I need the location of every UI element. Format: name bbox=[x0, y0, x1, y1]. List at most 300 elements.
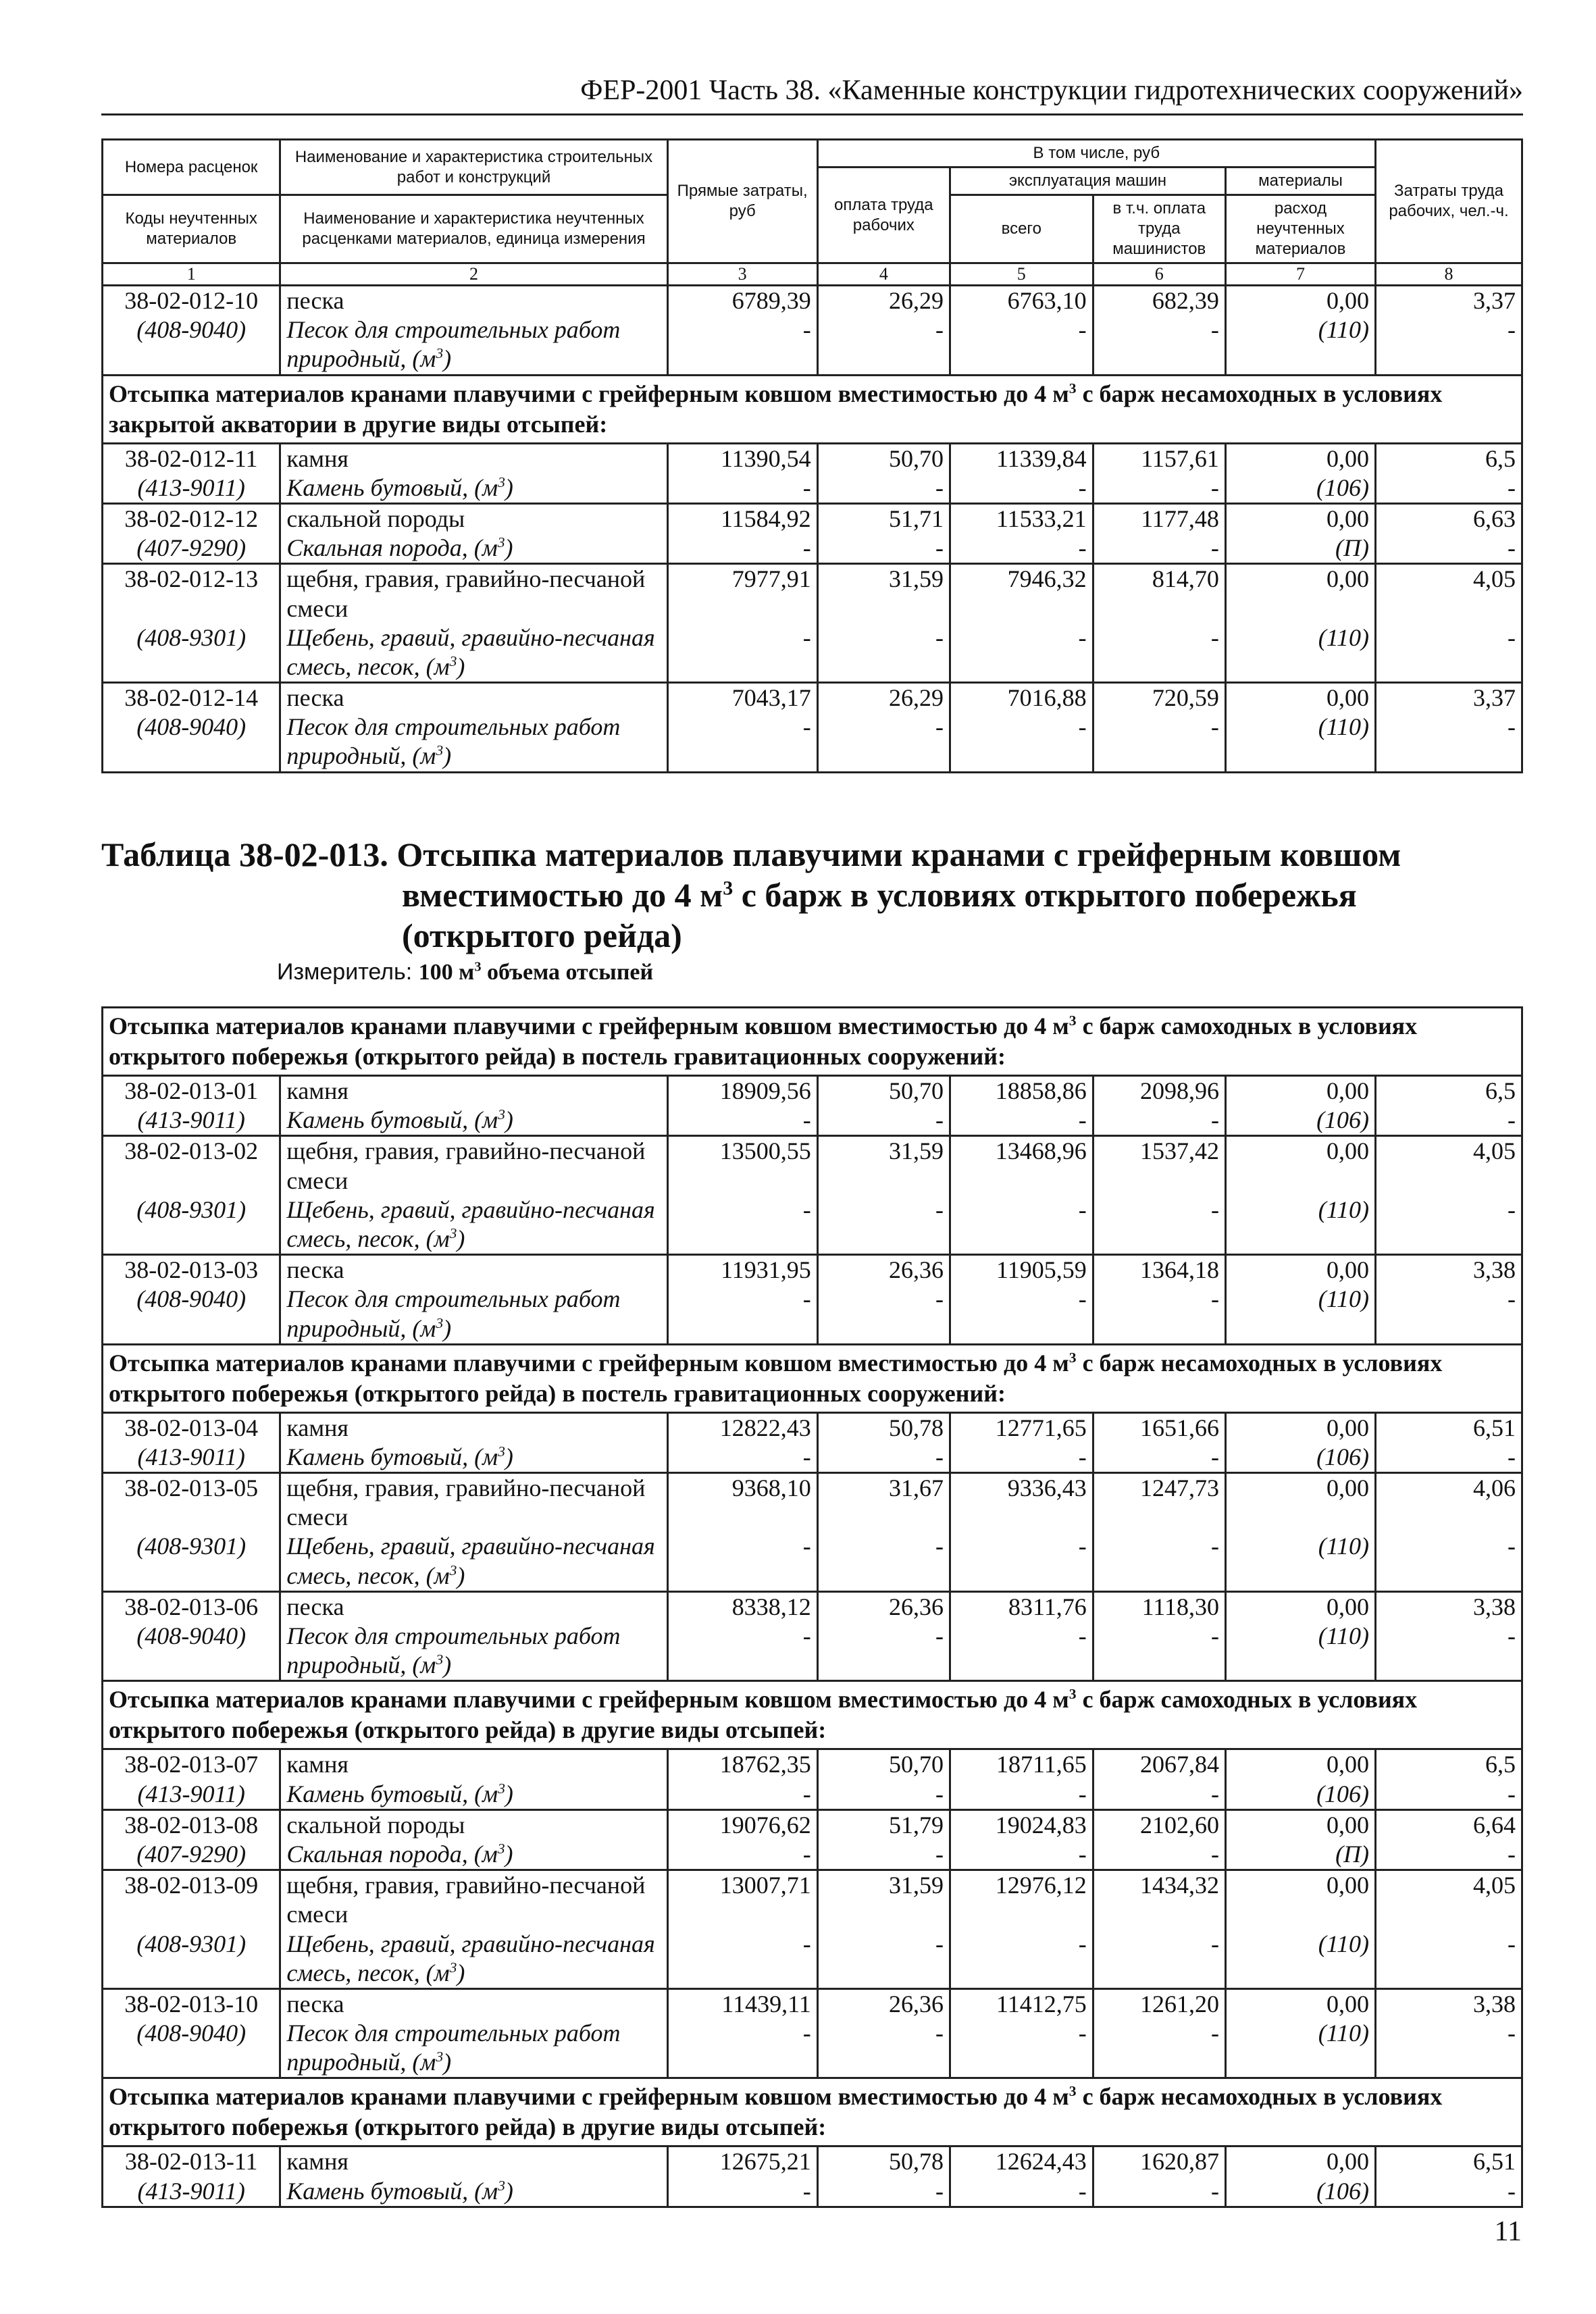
materials-cost: 0,00 bbox=[1225, 286, 1375, 316]
labor-hours: 3,38 bbox=[1376, 1591, 1522, 1622]
work-name: камня bbox=[280, 2146, 667, 2177]
work-name: скальной породы bbox=[280, 1809, 667, 1840]
dash-cell: - bbox=[1093, 1622, 1225, 1681]
material-code: (408-9040) bbox=[103, 1622, 280, 1681]
worker-pay: 51,71 bbox=[817, 503, 950, 534]
work-name: щебня, гравия, гравийно-песчаной смеси bbox=[280, 564, 667, 623]
machine-total: 12976,12 bbox=[950, 1870, 1093, 1930]
machine-total: 6763,10 bbox=[950, 286, 1093, 316]
labor-hours: 3,38 bbox=[1376, 1255, 1522, 1285]
material-quantity: (110) bbox=[1225, 1930, 1375, 1989]
work-name: песка bbox=[280, 1591, 667, 1622]
dash-cell: - bbox=[950, 1285, 1093, 1344]
work-name: щебня, гравия, гравийно-песчаной смеси bbox=[280, 1473, 667, 1533]
dash-cell: - bbox=[1376, 1285, 1522, 1344]
dash-cell: - bbox=[1093, 1532, 1225, 1591]
material-quantity: (110) bbox=[1225, 1285, 1375, 1344]
rate-code: 38-02-013-01 bbox=[103, 1076, 280, 1106]
worker-pay: 50,70 bbox=[817, 443, 950, 473]
dash-cell: - bbox=[817, 1840, 950, 1870]
operator-pay: 814,70 bbox=[1093, 564, 1225, 623]
direct-costs: 13500,55 bbox=[667, 1136, 817, 1195]
dash-cell: - bbox=[950, 1195, 1093, 1255]
material-code: (407-9290) bbox=[103, 1840, 280, 1870]
rate-row bbox=[103, 1749, 1522, 1780]
dash-cell: - bbox=[667, 1532, 817, 1591]
operator-pay: 2098,96 bbox=[1093, 1076, 1225, 1106]
dash-cell: - bbox=[667, 623, 817, 683]
dash-cell: - bbox=[1093, 713, 1225, 772]
direct-costs: 11931,95 bbox=[667, 1255, 817, 1285]
materials-cost: 0,00 bbox=[1225, 443, 1375, 473]
header-including: В том числе, руб bbox=[817, 140, 1375, 168]
material-row bbox=[103, 1443, 1522, 1473]
dash-cell: - bbox=[950, 713, 1093, 772]
material-name: Камень бутовый, $(м^3)$ bbox=[280, 1780, 667, 1810]
worker-pay: 31,59 bbox=[817, 564, 950, 623]
materials-cost: 0,00 bbox=[1225, 1412, 1375, 1443]
table-title bbox=[101, 834, 1523, 956]
materials-cost: 0,00 bbox=[1225, 1255, 1375, 1285]
header-labor-hours: Затраты труда рабочих, чел.-ч. bbox=[1376, 140, 1522, 263]
col-number: 8 bbox=[1376, 263, 1522, 286]
dash-cell: - bbox=[817, 315, 950, 375]
rate-code: 38-02-012-11 bbox=[103, 443, 280, 473]
work-name: щебня, гравия, гравийно-песчаной смеси bbox=[280, 1136, 667, 1195]
dash-cell: - bbox=[1376, 1195, 1522, 1255]
dash-cell: - bbox=[1093, 1930, 1225, 1989]
rate-code: 38-02-013-11 bbox=[103, 2146, 280, 2177]
section-row bbox=[103, 1008, 1522, 1076]
rate-row bbox=[103, 564, 1522, 623]
worker-pay: 26,36 bbox=[817, 1255, 950, 1285]
materials-cost: 0,00 bbox=[1225, 683, 1375, 713]
materials-cost: 0,00 bbox=[1225, 1988, 1375, 2019]
dash-cell: - bbox=[1093, 2019, 1225, 2078]
header-materials: материалы bbox=[1225, 168, 1375, 195]
material-name: Песок для строительных работ природный, $(м^3)$ bbox=[280, 1622, 667, 1681]
dash-cell: - bbox=[950, 2019, 1093, 2078]
dash-cell: - bbox=[1376, 1106, 1522, 1136]
material-code: (408-9301) bbox=[103, 1195, 280, 1255]
rate-code: 38-02-012-13 bbox=[103, 564, 280, 623]
material-quantity: (106) bbox=[1225, 1443, 1375, 1473]
work-name: камня bbox=[280, 1076, 667, 1106]
dash-cell: - bbox=[1376, 315, 1522, 375]
table-title-line-1: Таблица 38-02-013. Отсыпка материалов плавучими кранами с грейферным ковшом bbox=[101, 835, 1401, 873]
section-heading: Отсыпка материалов кранами плавучими с грейферным ковшом вместимостью до 4 $м^3$ с барж самоходных в условиях открытого побережья (открытого рейда) в другие виды отсыпей: bbox=[103, 1681, 1522, 1749]
dash-cell: - bbox=[950, 315, 1093, 375]
rate-row bbox=[103, 1412, 1522, 1443]
material-quantity: (110) bbox=[1225, 1532, 1375, 1591]
dash-cell: - bbox=[1376, 534, 1522, 564]
dash-cell: - bbox=[667, 2177, 817, 2207]
material-row bbox=[103, 2019, 1522, 2078]
dash-cell: - bbox=[1376, 1780, 1522, 1810]
material-row bbox=[103, 1285, 1522, 1344]
dash-cell: - bbox=[817, 1106, 950, 1136]
material-row bbox=[103, 1840, 1522, 1870]
worker-pay: 26,36 bbox=[817, 1988, 950, 2019]
dash-cell: - bbox=[817, 713, 950, 772]
material-name: Песок для строительных работ природный, $(м^3)$ bbox=[280, 1285, 667, 1344]
worker-pay: 50,78 bbox=[817, 1412, 950, 1443]
material-row bbox=[103, 473, 1522, 504]
header-material-consumption: расход неучтенных материалов bbox=[1225, 195, 1375, 263]
measurement-label: Измеритель: bbox=[277, 959, 413, 985]
material-quantity: (110) bbox=[1225, 2019, 1375, 2078]
rate-code: 38-02-013-08 bbox=[103, 1809, 280, 1840]
section-heading: Отсыпка материалов кранами плавучими с грейферным ковшом вместимостью до 4 $м^3$ с барж несамоходных в условиях закрытой акватории в другие виды отсыпей: bbox=[103, 375, 1522, 443]
material-quantity: (110) bbox=[1225, 713, 1375, 772]
labor-hours: 4,05 bbox=[1376, 564, 1522, 623]
material-code: (408-9040) bbox=[103, 1285, 280, 1344]
dash-cell: - bbox=[817, 2177, 950, 2207]
work-name: камня bbox=[280, 1412, 667, 1443]
labor-hours: 4,05 bbox=[1376, 1870, 1522, 1930]
table-body bbox=[103, 1008, 1522, 2207]
material-name: Песок для строительных работ природный, $(м^3)$ bbox=[280, 2019, 667, 2078]
dash-cell: - bbox=[1376, 1443, 1522, 1473]
material-code: (407-9290) bbox=[103, 534, 280, 564]
operator-pay: 1177,48 bbox=[1093, 503, 1225, 534]
dash-cell: - bbox=[1376, 2019, 1522, 2078]
material-code: (408-9040) bbox=[103, 713, 280, 772]
dash-cell: - bbox=[950, 1930, 1093, 1989]
materials-cost: 0,00 bbox=[1225, 1809, 1375, 1840]
rate-code: 38-02-013-04 bbox=[103, 1412, 280, 1443]
material-row bbox=[103, 1532, 1522, 1591]
dash-cell: - bbox=[1093, 1443, 1225, 1473]
operator-pay: 1261,20 bbox=[1093, 1988, 1225, 2019]
dash-cell: - bbox=[667, 1106, 817, 1136]
dash-cell: - bbox=[817, 1443, 950, 1473]
header-machine-total: всего bbox=[950, 195, 1093, 263]
rate-code: 38-02-013-09 bbox=[103, 1870, 280, 1930]
work-name: скальной породы bbox=[280, 503, 667, 534]
worker-pay: 26,36 bbox=[817, 1591, 950, 1622]
dash-cell: - bbox=[667, 1840, 817, 1870]
materials-cost: 0,00 bbox=[1225, 1076, 1375, 1106]
table-title-line-2: вместимостью до 4 $м^3$ с барж в условиях открытого побережья (открытого рейда) bbox=[402, 876, 1357, 954]
dash-cell: - bbox=[817, 473, 950, 504]
dash-cell: - bbox=[1376, 1622, 1522, 1681]
material-row bbox=[103, 1195, 1522, 1255]
materials-cost: 0,00 bbox=[1225, 564, 1375, 623]
col-number: 6 bbox=[1093, 263, 1225, 286]
rate-row bbox=[103, 443, 1522, 473]
labor-hours: 6,51 bbox=[1376, 1412, 1522, 1443]
material-row bbox=[103, 1622, 1522, 1681]
rate-row bbox=[103, 1076, 1522, 1106]
direct-costs: 19076,62 bbox=[667, 1809, 817, 1840]
operator-pay: 1651,66 bbox=[1093, 1412, 1225, 1443]
dash-cell: - bbox=[667, 1443, 817, 1473]
material-code: (413-9011) bbox=[103, 1106, 280, 1136]
header-worker-pay: оплата труда рабочих bbox=[817, 168, 950, 263]
dash-cell: - bbox=[1376, 713, 1522, 772]
dash-cell: - bbox=[1093, 473, 1225, 504]
direct-costs: 6789,39 bbox=[667, 286, 817, 316]
direct-costs: 11584,92 bbox=[667, 503, 817, 534]
dash-cell: - bbox=[950, 1443, 1093, 1473]
dash-cell: - bbox=[817, 2019, 950, 2078]
material-row bbox=[103, 1780, 1522, 1810]
dash-cell: - bbox=[1376, 473, 1522, 504]
section-row bbox=[103, 1681, 1522, 1749]
dash-cell: - bbox=[950, 1532, 1093, 1591]
dash-cell: - bbox=[817, 1930, 950, 1989]
material-name: Щебень, гравий, гравийно-песчаная смесь, песок, $(м^3)$ bbox=[280, 1195, 667, 1255]
section-heading: Отсыпка материалов кранами плавучими с грейферным ковшом вместимостью до 4 $м^3$ с барж несамоходных в условиях открытого побережья (открытого рейда) в постель гравитационных сооружений: bbox=[103, 1344, 1522, 1412]
rate-row bbox=[103, 1255, 1522, 1285]
col-number: 1 bbox=[103, 263, 280, 286]
rate-code: 38-02-012-12 bbox=[103, 503, 280, 534]
worker-pay: 26,29 bbox=[817, 683, 950, 713]
dash-cell: - bbox=[667, 473, 817, 504]
material-quantity: (110) bbox=[1225, 1622, 1375, 1681]
material-name: Камень бутовый, $(м^3)$ bbox=[280, 473, 667, 504]
material-code: (413-9011) bbox=[103, 2177, 280, 2207]
rate-row bbox=[103, 1136, 1522, 1195]
materials-cost: 0,00 bbox=[1225, 503, 1375, 534]
worker-pay: 31,59 bbox=[817, 1870, 950, 1930]
labor-hours: 6,64 bbox=[1376, 1809, 1522, 1840]
material-code: (413-9011) bbox=[103, 1780, 280, 1810]
material-quantity: (106) bbox=[1225, 1780, 1375, 1810]
operator-pay: 720,59 bbox=[1093, 683, 1225, 713]
material-quantity: (110) bbox=[1225, 1195, 1375, 1255]
section-heading: Отсыпка материалов кранами плавучими с грейферным ковшом вместимостью до 4 $м^3$ с барж самоходных в условиях открытого побережья (открытого рейда) в постель гравитационных сооружений: bbox=[103, 1008, 1522, 1076]
rate-row bbox=[103, 1473, 1522, 1533]
dash-cell: - bbox=[667, 1930, 817, 1989]
machine-total: 19024,83 bbox=[950, 1809, 1093, 1840]
dash-cell: - bbox=[1376, 1840, 1522, 1870]
header-operator-pay: в т.ч. оплата труда машинистов bbox=[1093, 195, 1225, 263]
material-row bbox=[103, 623, 1522, 683]
direct-costs: 7043,17 bbox=[667, 683, 817, 713]
dash-cell: - bbox=[1093, 534, 1225, 564]
work-name: песка bbox=[280, 1988, 667, 2019]
rate-row bbox=[103, 503, 1522, 534]
materials-cost: 0,00 bbox=[1225, 1591, 1375, 1622]
dash-cell: - bbox=[667, 2019, 817, 2078]
operator-pay: 682,39 bbox=[1093, 286, 1225, 316]
rate-code: 38-02-013-02 bbox=[103, 1136, 280, 1195]
col-number: 7 bbox=[1225, 263, 1375, 286]
materials-cost: 0,00 bbox=[1225, 1136, 1375, 1195]
dash-cell: - bbox=[950, 623, 1093, 683]
table-header bbox=[103, 140, 1522, 286]
dash-cell: - bbox=[1093, 1285, 1225, 1344]
dash-cell: - bbox=[817, 1780, 950, 1810]
work-name: песка bbox=[280, 683, 667, 713]
material-quantity: (110) bbox=[1225, 315, 1375, 375]
material-row bbox=[103, 1106, 1522, 1136]
operator-pay: 1247,73 bbox=[1093, 1473, 1225, 1533]
dash-cell: - bbox=[817, 623, 950, 683]
dash-cell: - bbox=[1376, 2177, 1522, 2207]
material-code: (408-9301) bbox=[103, 623, 280, 683]
machine-total: 11339,84 bbox=[950, 443, 1093, 473]
dash-cell: - bbox=[817, 1622, 950, 1681]
material-code: (408-9301) bbox=[103, 1930, 280, 1989]
direct-costs: 11390,54 bbox=[667, 443, 817, 473]
dash-cell: - bbox=[1093, 2177, 1225, 2207]
rate-code: 38-02-013-07 bbox=[103, 1749, 280, 1780]
dash-cell: - bbox=[667, 713, 817, 772]
running-header: ФЕР-2001 Часть 38. «Каменные конструкции гидротехнических сооружений» bbox=[101, 74, 1523, 115]
direct-costs: 7977,91 bbox=[667, 564, 817, 623]
rate-row bbox=[103, 2146, 1522, 2177]
worker-pay: 51,79 bbox=[817, 1809, 950, 1840]
labor-hours: 3,37 bbox=[1376, 286, 1522, 316]
dash-cell: - bbox=[950, 534, 1093, 564]
column-numbers-row bbox=[103, 263, 1522, 286]
rate-row bbox=[103, 1591, 1522, 1622]
header-direct-costs: Прямые затраты, руб bbox=[667, 140, 817, 263]
dash-cell: - bbox=[667, 534, 817, 564]
direct-costs: 12822,43 bbox=[667, 1412, 817, 1443]
operator-pay: 1434,32 bbox=[1093, 1870, 1225, 1930]
material-row bbox=[103, 534, 1522, 564]
operator-pay: 1537,42 bbox=[1093, 1136, 1225, 1195]
rates-table-38-02-013 bbox=[101, 1006, 1523, 2208]
labor-hours: 6,5 bbox=[1376, 1749, 1522, 1780]
machine-total: 11412,75 bbox=[950, 1988, 1093, 2019]
dash-cell: - bbox=[1093, 1840, 1225, 1870]
direct-costs: 12675,21 bbox=[667, 2146, 817, 2177]
rate-row bbox=[103, 1870, 1522, 1930]
dash-cell: - bbox=[1093, 1780, 1225, 1810]
material-row bbox=[103, 2177, 1522, 2207]
material-name: Скальная порода, $(м^3)$ bbox=[280, 1840, 667, 1870]
material-row bbox=[103, 315, 1522, 375]
rate-row bbox=[103, 286, 1522, 316]
section-heading: Отсыпка материалов кранами плавучими с грейферным ковшом вместимостью до 4 $м^3$ с барж несамоходных в условиях открытого побережья (открытого рейда) в другие виды отсыпей: bbox=[103, 2078, 1522, 2146]
direct-costs: 18762,35 bbox=[667, 1749, 817, 1780]
material-name: Песок для строительных работ природный, $(м^3)$ bbox=[280, 713, 667, 772]
dash-cell: - bbox=[817, 534, 950, 564]
section-row bbox=[103, 1344, 1522, 1412]
material-name: Щебень, гравий, гравийно-песчаная смесь, песок, $(м^3)$ bbox=[280, 1532, 667, 1591]
dash-cell: - bbox=[1376, 1930, 1522, 1989]
operator-pay: 1620,87 bbox=[1093, 2146, 1225, 2177]
labor-hours: 3,38 bbox=[1376, 1988, 1522, 2019]
machine-total: 7016,88 bbox=[950, 683, 1093, 713]
table-body bbox=[103, 286, 1522, 773]
rate-code: 38-02-013-06 bbox=[103, 1591, 280, 1622]
materials-cost: 0,00 bbox=[1225, 1749, 1375, 1780]
dash-cell: - bbox=[1376, 623, 1522, 683]
machine-total: 13468,96 bbox=[950, 1136, 1093, 1195]
material-code: (413-9011) bbox=[103, 1443, 280, 1473]
dash-cell: - bbox=[1093, 623, 1225, 683]
material-name: Камень бутовый, $(м^3)$ bbox=[280, 1443, 667, 1473]
rate-row bbox=[103, 1809, 1522, 1840]
materials-cost: 0,00 bbox=[1225, 1870, 1375, 1930]
header-machine-operation: эксплуатация машин bbox=[950, 168, 1225, 195]
direct-costs: 13007,71 bbox=[667, 1870, 817, 1930]
material-code: (413-9011) bbox=[103, 473, 280, 504]
material-name: Скальная порода, $(м^3)$ bbox=[280, 534, 667, 564]
dash-cell: - bbox=[667, 315, 817, 375]
labor-hours: 6,51 bbox=[1376, 2146, 1522, 2177]
rates-table-38-02-012 bbox=[101, 138, 1523, 773]
labor-hours: 3,37 bbox=[1376, 683, 1522, 713]
dash-cell: - bbox=[950, 473, 1093, 504]
labor-hours: 6,5 bbox=[1376, 1076, 1522, 1106]
material-code: (408-9040) bbox=[103, 2019, 280, 2078]
dash-cell: - bbox=[950, 1840, 1093, 1870]
worker-pay: 31,59 bbox=[817, 1136, 950, 1195]
work-name: песка bbox=[280, 1255, 667, 1285]
work-name: камня bbox=[280, 1749, 667, 1780]
machine-total: 11533,21 bbox=[950, 503, 1093, 534]
labor-hours: 4,06 bbox=[1376, 1473, 1522, 1533]
page-number: 11 bbox=[1494, 2216, 1522, 2247]
labor-hours: 6,5 bbox=[1376, 443, 1522, 473]
material-quantity: (110) bbox=[1225, 623, 1375, 683]
dash-cell: - bbox=[1376, 1532, 1522, 1591]
worker-pay: 50,70 bbox=[817, 1076, 950, 1106]
header-material-codes: Коды неучтенных материалов bbox=[103, 195, 280, 263]
dash-cell: - bbox=[667, 1622, 817, 1681]
work-name: камня bbox=[280, 443, 667, 473]
machine-total: 18711,65 bbox=[950, 1749, 1093, 1780]
material-name: Щебень, гравий, гравийно-песчаная смесь, песок, $(м^3)$ bbox=[280, 623, 667, 683]
col-number: 5 bbox=[950, 263, 1093, 286]
dash-cell: - bbox=[950, 1622, 1093, 1681]
material-quantity: (106) bbox=[1225, 1106, 1375, 1136]
rate-row bbox=[103, 1988, 1522, 2019]
materials-cost: 0,00 bbox=[1225, 1473, 1375, 1533]
measurement-unit bbox=[277, 959, 653, 985]
worker-pay: 50,78 bbox=[817, 2146, 950, 2177]
labor-hours: 4,05 bbox=[1376, 1136, 1522, 1195]
material-row bbox=[103, 713, 1522, 772]
worker-pay: 26,29 bbox=[817, 286, 950, 316]
header-work-name: Наименование и характеристика строительных работ и конструкций bbox=[280, 140, 667, 195]
worker-pay: 50,70 bbox=[817, 1749, 950, 1780]
direct-costs: 18909,56 bbox=[667, 1076, 817, 1106]
material-name: Камень бутовый, $(м^3)$ bbox=[280, 2177, 667, 2207]
rate-code: 38-02-013-03 bbox=[103, 1255, 280, 1285]
material-quantity: (106) bbox=[1225, 2177, 1375, 2207]
operator-pay: 1157,61 bbox=[1093, 443, 1225, 473]
worker-pay: 31,67 bbox=[817, 1473, 950, 1533]
material-quantity: (П) bbox=[1225, 534, 1375, 564]
dash-cell: - bbox=[1093, 315, 1225, 375]
material-quantity: (106) bbox=[1225, 473, 1375, 504]
work-name: щебня, гравия, гравийно-песчаной смеси bbox=[280, 1870, 667, 1930]
labor-hours: 6,63 bbox=[1376, 503, 1522, 534]
materials-cost: 0,00 bbox=[1225, 2146, 1375, 2177]
dash-cell: - bbox=[950, 1780, 1093, 1810]
material-quantity: (П) bbox=[1225, 1840, 1375, 1870]
dash-cell: - bbox=[817, 1532, 950, 1591]
header-rate-number: Номера расценок bbox=[103, 140, 280, 195]
dash-cell: - bbox=[817, 1285, 950, 1344]
section-row bbox=[103, 2078, 1522, 2146]
operator-pay: 1364,18 bbox=[1093, 1255, 1225, 1285]
machine-total: 8311,76 bbox=[950, 1591, 1093, 1622]
dash-cell: - bbox=[817, 1195, 950, 1255]
operator-pay: 2102,60 bbox=[1093, 1809, 1225, 1840]
machine-total: 12771,65 bbox=[950, 1412, 1093, 1443]
measurement-value: 100 $м^3$ объема отсыпей bbox=[418, 959, 654, 985]
rate-code: 38-02-012-10 bbox=[103, 286, 280, 316]
